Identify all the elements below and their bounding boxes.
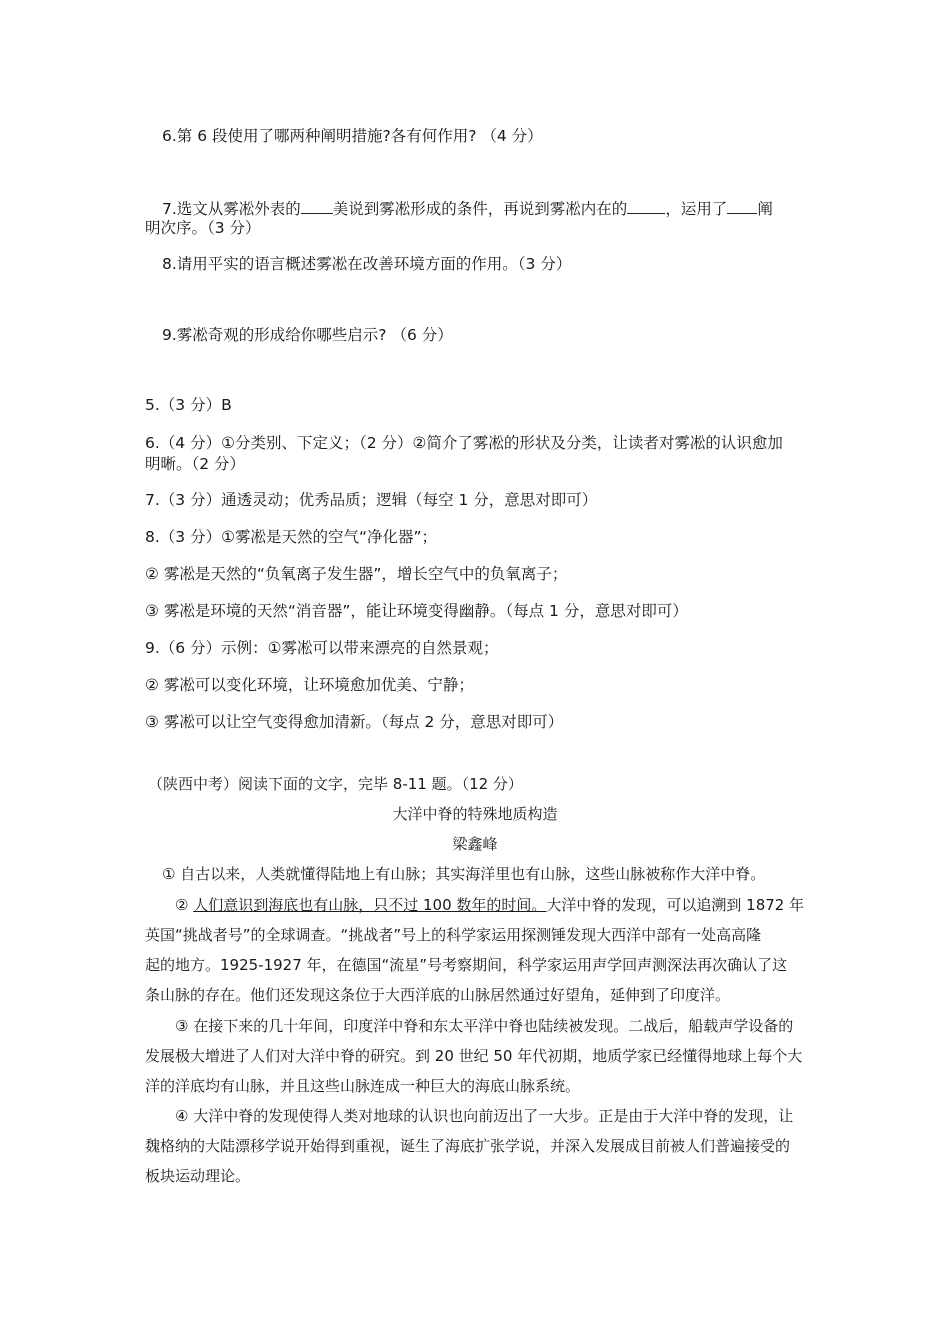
paragraph-2-line1	[175, 894, 804, 916]
question-9: 9.雾凇奇观的形成给你哪些启示? （6 分）	[162, 326, 453, 344]
passage-title: 大洋中脊的特殊地质构造	[392, 805, 558, 823]
answer-7: 7.（3 分）通透灵动；优秀品质；逻辑（每空 1 分，意思对即可）	[145, 491, 598, 509]
paragraph-3-line1: ③ 在接下来的几十年间，印度洋中脊和东太平洋中脊也陆续被发现。二战后，船载声学设备的	[175, 1017, 794, 1035]
answer-5: 5.（3 分）B	[145, 396, 232, 414]
paragraph-3-line2: 发展极大增进了人们对大洋中脊的研究。到 20 世纪 50 年代初期，地质学家已经懂得地球上每个大	[145, 1047, 803, 1065]
paragraph-2-line2: 英国“挑战者号”的全球调查。“挑战者”号上的科学家运用探测锤发现大西洋中部有一处高高隆	[145, 926, 762, 944]
paragraph-2-line3: 起的地方。1925-1927 年，在德国“流星”号考察期间，科学家运用声学回声测深法再次确认了这	[145, 956, 788, 974]
passage-intro: （陕西中考）阅读下面的文字，完毕 8-11 题。（12 分）	[148, 775, 523, 793]
answer-blank-2[interactable]	[627, 197, 665, 214]
paragraph-2-number: ②	[175, 896, 189, 914]
underlined-sentence: 人们意识到海底也有山脉，只不过 100 数年的时间。	[193, 896, 547, 914]
answer-6-line1: 6.（4 分）①分类别、下定义；（2 分）②简介了雾凇的形状及分类，让读者对雾凇的认识愈加	[145, 434, 783, 452]
answer-9-line3: ③ 雾凇可以让空气变得愈加清新。（每点 2 分，意思对即可）	[145, 713, 564, 731]
question-6: 6.第 6 段使用了哪两种阐明措施?各有何作用? （4 分）	[162, 127, 543, 145]
paragraph-3-line3: 洋的洋底均有山脉，并且这些山脉连成一种巨大的海底山脉系统。	[145, 1077, 581, 1095]
question-7-text-b: 美说到雾凇形成的条件，再说到雾凇内在的	[332, 200, 628, 218]
answer-8-line1: 8.（3 分）①雾凇是天然的空气“净化器”；	[145, 528, 438, 546]
question-7-line2: 明次序。（3 分）	[145, 219, 261, 237]
answer-blank-1[interactable]	[301, 197, 333, 214]
answer-9-line1: 9.（6 分）示例：①雾凇可以带来漂亮的自然景观；	[145, 639, 499, 657]
answer-9-line2: ② 雾凇可以变化环境，让环境愈加优美、宁静；	[145, 676, 474, 694]
question-7-text-c: ，运用了	[665, 200, 728, 218]
paragraph-4-line2: 魏格纳的大陆漂移学说开始得到重视，诞生了海底扩张学说，并深入发展成目前被人们普遍接受的	[145, 1137, 791, 1155]
question-7-text-d: 阐	[757, 200, 773, 218]
question-8: 8.请用平实的语言概述雾凇在改善环境方面的作用。（3 分）	[162, 255, 572, 273]
question-7-text-a: 7.选文从雾凇外表的	[162, 200, 301, 218]
paragraph-2-rest: 大洋中脊的发现，可以追溯到 1872 年	[546, 896, 805, 914]
answer-8-line3: ③ 雾凇是环境的天然“消音器”，能让环境变得幽静。（每点 1 分，意思对即可）	[145, 602, 688, 620]
answer-8-line2: ② 雾凇是天然的“负氧离子发生器”，增长空气中的负氧离子；	[145, 565, 568, 583]
paragraph-1: ① 自古以来，人类就懂得陆地上有山脉；其实海洋里也有山脉，这些山脉被称作大洋中脊。	[162, 865, 766, 883]
paragraph-4-line1: ④ 大洋中脊的发现使得人类对地球的认识也向前迈出了一大步。正是由于大洋中脊的发现，让	[175, 1107, 794, 1125]
answer-blank-3[interactable]	[727, 197, 757, 214]
paragraph-2-line4: 条山脉的存在。他们还发现这条位于大西洋底的山脉居然通过好望角，延伸到了印度洋。	[145, 986, 731, 1004]
answer-6-line2: 明晰。（2 分）	[145, 455, 246, 473]
paragraph-4-line3: 板块运动理论。	[145, 1167, 251, 1185]
passage-author: 梁鑫峰	[452, 835, 498, 853]
